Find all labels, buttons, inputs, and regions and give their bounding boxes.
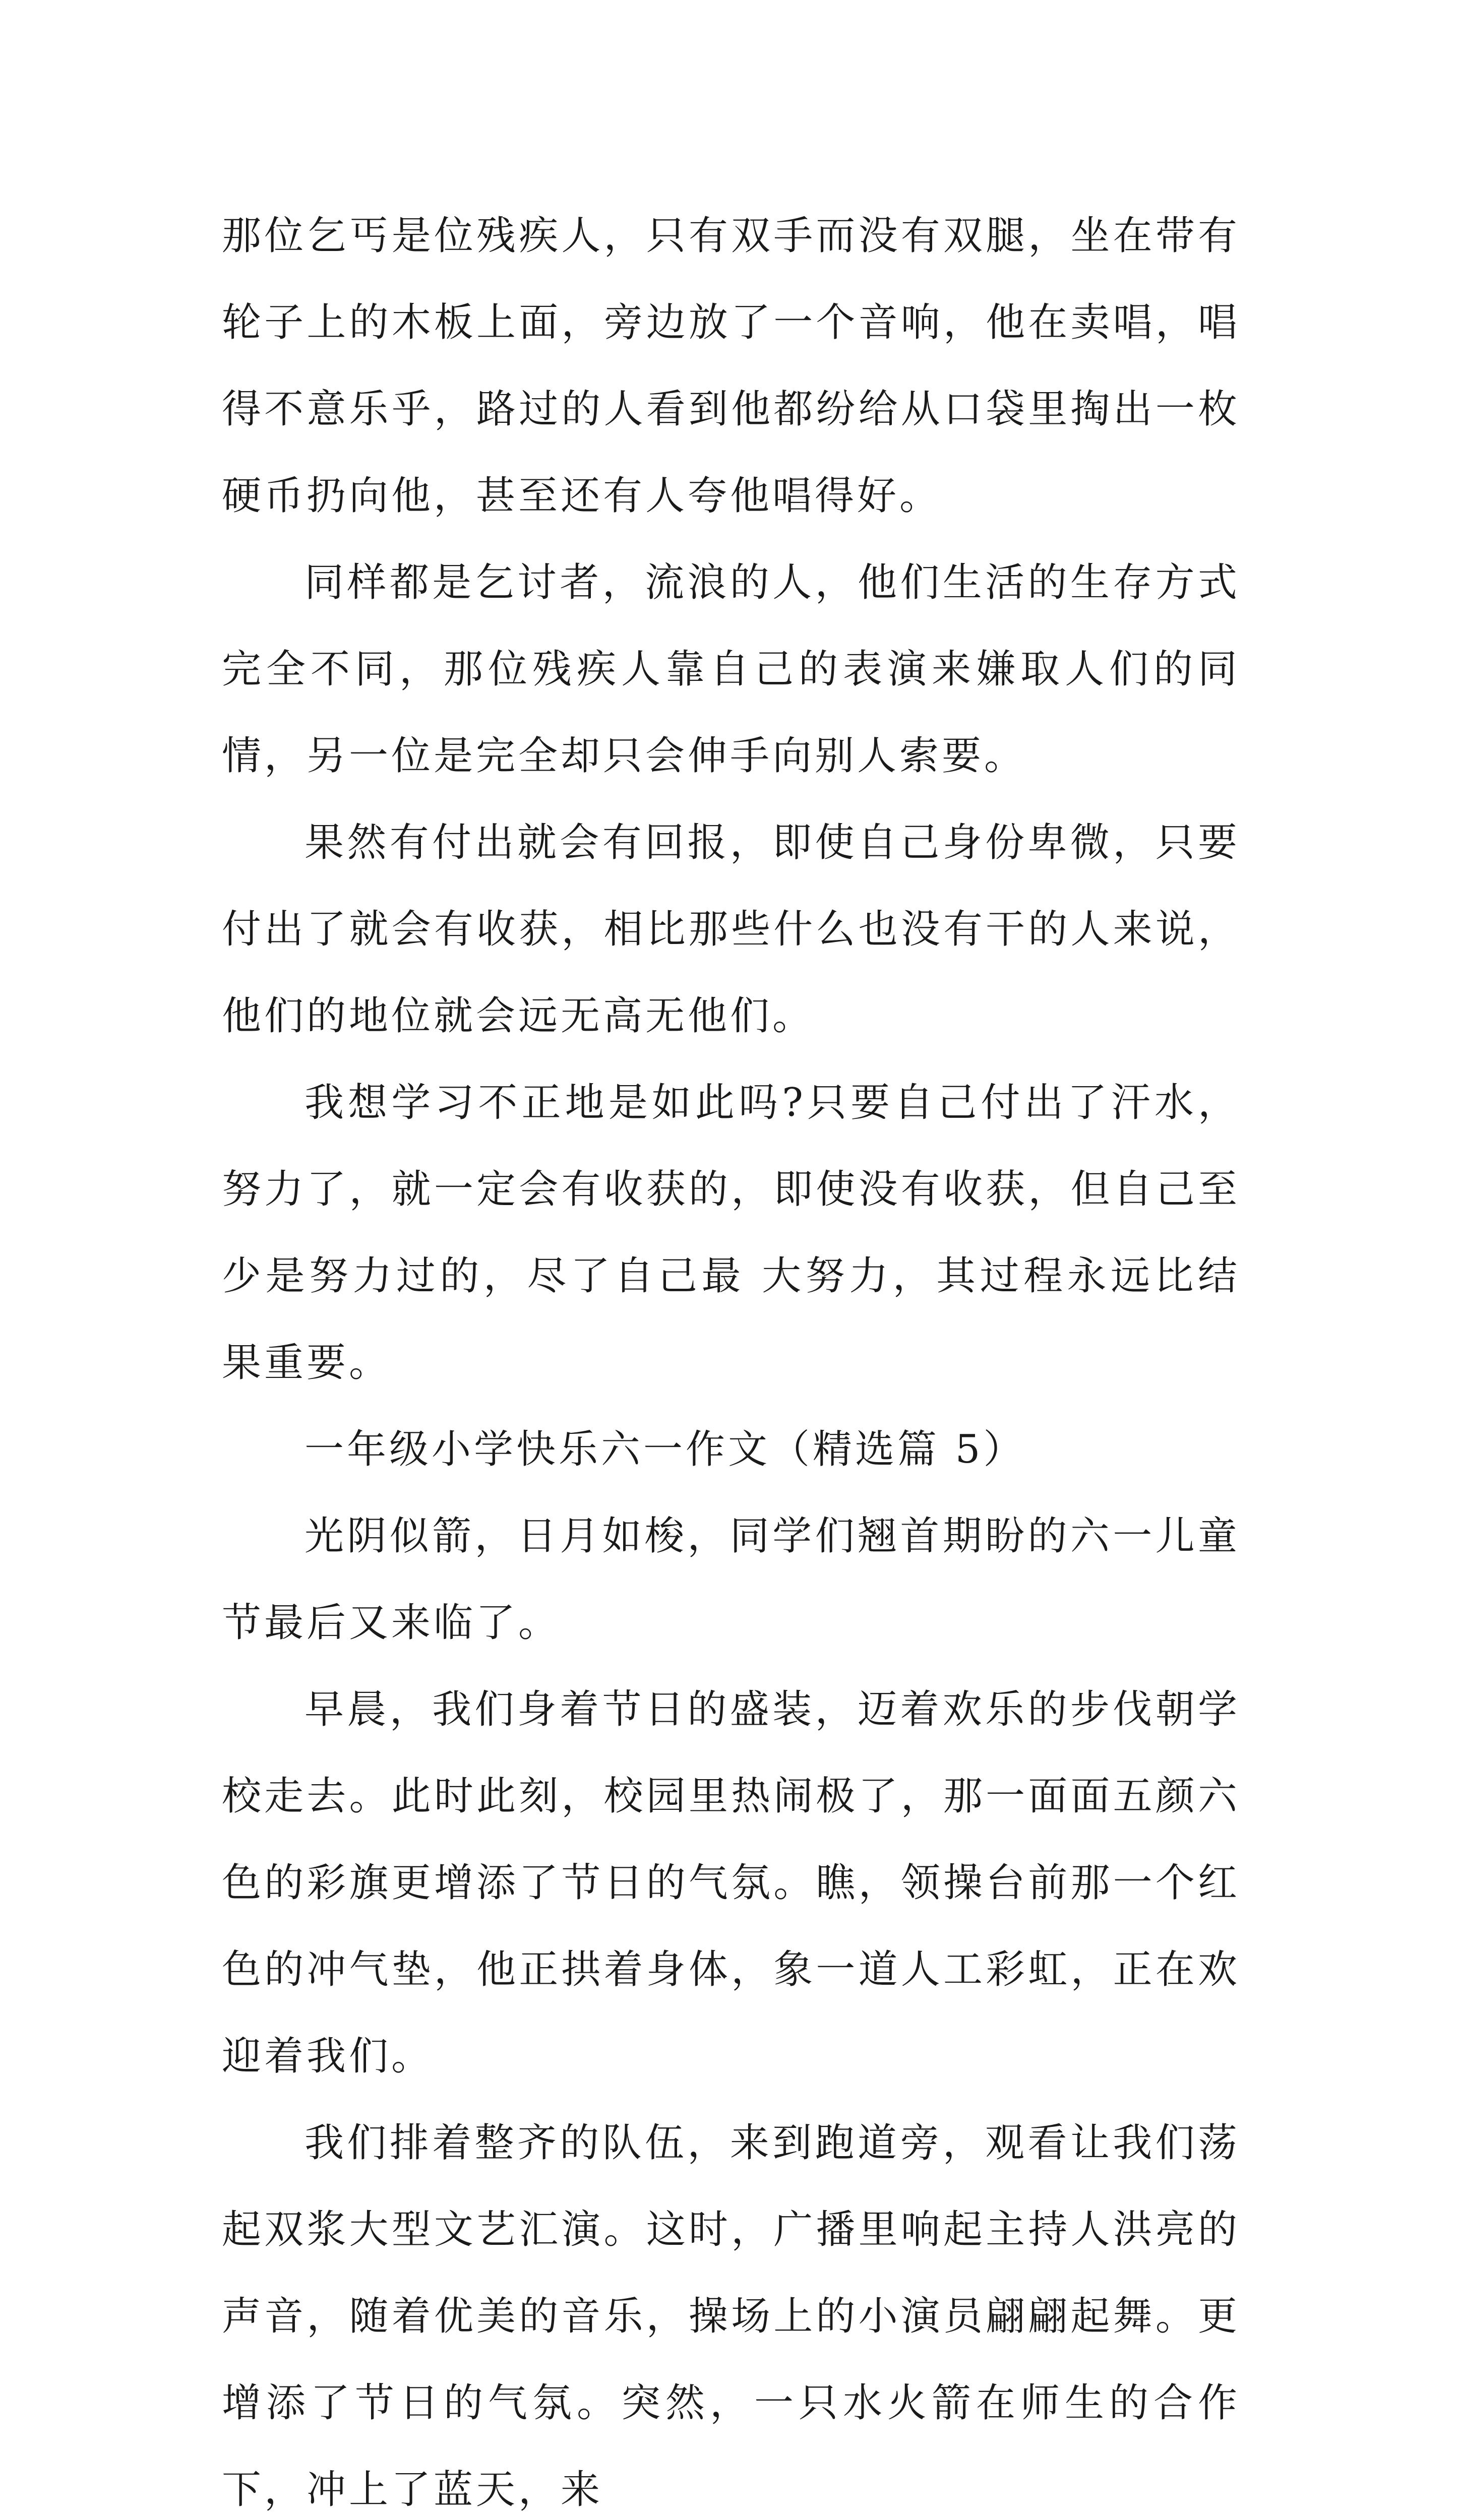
paragraph: 果然有付出就会有回报，即使自己身份卑微，只要付出了就会有收获，相比那些什么也没有干的人来说，他们的地位就会远无高无他们。 xyxy=(222,820,1240,1039)
section-title: 一年级小学快乐六一作文（精选篇 5） xyxy=(305,1427,1026,1472)
paragraph: 同样都是乞讨者，流浪的人，他们生活的生存方式完全不同，那位残疾人靠自己的表演来嫌取人们的同情，另一位是完全却只会伸手向别人索要。 xyxy=(222,560,1240,779)
paragraph: 那位乞丐是位残疾人，只有双手而没有双腿，坐在带有轮子上的木板上面，旁边放了一个音响，他在卖唱，唱得不意乐乎，路过的人看到他都纷给从口袋里掏出一枚硬币扔向他，甚至还有人夸他唱得好。 xyxy=(222,213,1240,519)
paragraph: 我们排着整齐的队伍，来到跑道旁，观看让我们荡起双浆大型文艺汇演。这时，广播里响起主持人洪亮的声音，随着优美的音乐，操场上的小演员翩翩起舞。更增添了节日的气氛。突然，一只水火箭在师生的合作下，冲上了蓝天，来 xyxy=(222,2120,1240,2512)
paragraph: 我想学习不正地是如此吗?只要自己付出了汗水，努力了，就一定会有收获的，即使没有收获，但自己至少是努力过的，尽了自己最 大努力，其过程永远比结果重要。 xyxy=(222,1080,1240,1385)
paragraph: 光阴似箭，日月如梭，同学们翘首期盼的六一儿童节最后又来临了。 xyxy=(222,1514,1240,1646)
document-body xyxy=(222,193,1240,2520)
paragraph: 早晨，我们身着节日的盛装，迈着欢乐的步伐朝学校走去。此时此刻，校园里热闹极了，那一面面五颜六色的彩旗更增添了节日的气氛。瞧，领操台前那一个红色的冲气垫，他正拱着身体，象一道人工彩虹，正在欢迎着我们。 xyxy=(222,1687,1240,2079)
